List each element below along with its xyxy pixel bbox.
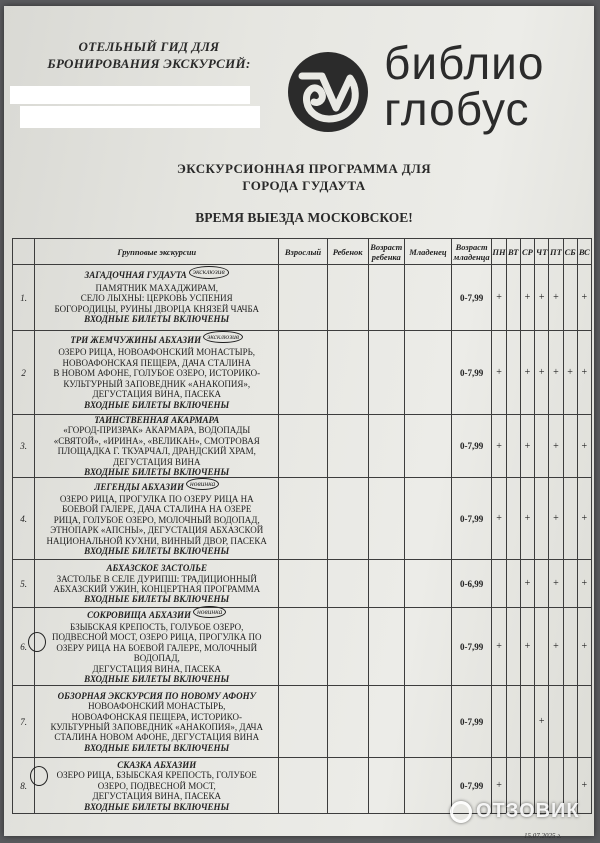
child-price-cell [327,478,368,560]
hotel-guide-heading [24,38,274,72]
logo-wordmark-line-1: библио [384,37,545,89]
table-row [13,415,592,478]
excursion-name-text: ЗАГАДОЧНАЯ ГУДАУТА [84,270,187,281]
row-number: 7. [13,686,35,758]
col-child-age: Возраст ребенка [368,239,405,265]
excursion-description-line: АБХАЗСКИЙ УЖИН, КОНЦЕРТНАЯ ПРОГРАММА [53,583,261,594]
child-age-cell [368,478,405,560]
day-sun-cell: + [577,331,591,415]
excursion-description-line: ПАМЯТНИК МАХАДЖИРАМ, [95,282,219,293]
logo-wordmark [384,37,545,135]
day-thu-cell [535,415,549,478]
day-sat-cell [563,265,577,331]
day-thu-cell: + [535,686,549,758]
day-fri-cell: + [549,478,563,560]
day-tue-cell [506,331,520,415]
excursion-name-text: ТРИ ЖЕМЧУЖИНЫ АБХАЗИИ [70,335,202,346]
excursions-table-body [13,265,592,814]
day-tue-cell [506,478,520,560]
program-title-line-2: ГОРОДА ГУДАУТА [242,178,366,193]
excursion-badge: эксклюзив [189,266,229,278]
day-thu-cell [535,478,549,560]
adult-price-cell [279,478,328,560]
col-excursion-name: Групповые экскурсии [35,239,279,265]
excursion-description-line: «СВЯТОЙ», «ИРИНА», «ВЕЛИКАН», СМОТРОВАЯ [53,435,260,446]
excursion-cell [35,415,279,478]
day-mon-cell [492,686,506,758]
day-thu-cell: + [535,331,549,415]
child-price-cell [327,265,368,331]
infant-price-cell [405,686,452,758]
day-mon-cell [492,560,506,608]
excursion-badge: эксклюзив [203,331,243,343]
excursion-description-line: ЭТНОПАРК «АПСНЫ», ДЕГУСТАЦИЯ АБХАЗСКОЙ [50,525,264,536]
infant-price-cell [405,560,452,608]
otzovik-watermark [450,800,580,823]
adult-price-cell [279,331,328,415]
day-sun-cell: + [577,758,591,814]
infant-price-cell [405,478,452,560]
table-row [13,560,592,608]
day-fri-cell: + [549,415,563,478]
redacted-block-2 [20,106,260,128]
row-number: 1. [13,265,35,331]
child-age-cell [368,331,405,415]
row-number: 3. [13,415,35,478]
hotel-guide-line-2: БРОНИРОВАНИЯ ЭКСКУРСИЙ: [47,56,251,71]
excursion-description-line: НОВОАФОНСКИЙ МОНАСТЫРЬ, [88,701,226,712]
tickets-included-note: ВХОДНЫЕ БИЛЕТЫ ВКЛЮЧЕНЫ [84,467,230,478]
col-child: Ребенок [327,239,368,265]
otzovik-watermark-text: ОТЗОВИК [476,800,580,822]
program-title-line-1: ЭКСКУРСИОННАЯ ПРОГРАММА ДЛЯ [177,161,431,176]
excursion-description-line: НОВОАФОНСКАЯ ПЕЩЕРА, ИСТОРИКО- [71,711,243,722]
infant-price-cell [405,415,452,478]
document-date: 15.07.2025 г. [524,832,562,840]
excursions-table [12,238,592,814]
infant-age-cell: 0-6,99 [451,560,492,608]
child-price-cell [327,331,368,415]
infant-age-cell: 0-7,99 [451,331,492,415]
child-age-cell [368,560,405,608]
day-sat-cell [563,608,577,686]
day-tue-cell [506,686,520,758]
tickets-included-note: ВХОДНЫЕ БИЛЕТЫ ВКЛЮЧЕНЫ [84,314,230,325]
excursion-description-line: ВОДОПАД, [133,653,180,664]
day-sat-cell: + [563,331,577,415]
excursion-cell [35,686,279,758]
excursion-name-text: СОКРОВИЩА АБХАЗИИ [87,609,192,620]
handwritten-circle-8 [30,766,48,786]
day-mon-cell: + [492,415,506,478]
day-tue-cell [506,265,520,331]
adult-price-cell [279,560,328,608]
otzovik-ring-icon [450,801,472,823]
day-wed-cell: + [520,265,534,331]
day-thu-cell: + [535,265,549,331]
day-wed-cell: + [520,331,534,415]
excursion-description-line: ОЗЕРУ РИЦА НА БОЕВОЙ ГАЛЕРЕ, МОЛОЧНЫЙ [56,642,258,653]
excursion-description-line: ОЗЕРО, ПОДВЕСНОЙ МОСТ, [97,780,216,791]
infant-price-cell [405,758,452,814]
infant-price-cell [405,608,452,686]
child-age-cell [368,415,405,478]
row-number: 8. [13,758,35,814]
excursion-cell [35,608,279,686]
day-sun-cell: + [577,560,591,608]
col-day-fri: ПТ [549,239,563,265]
paper-sheet [4,6,594,840]
day-thu-cell [535,608,549,686]
day-sun-cell: + [577,608,591,686]
day-sat-cell [563,686,577,758]
col-infant: Младенец [405,239,452,265]
excursion-cell [35,265,279,331]
infant-age-cell: 0-7,99 [451,608,492,686]
infant-age-cell: 0-7,99 [451,758,492,814]
child-age-cell [368,686,405,758]
day-wed-cell: + [520,608,534,686]
excursion-name [35,606,278,622]
excursion-description-line: СЕЛО ЛЫХНЫ: ЦЕРКОВЬ УСПЕНИЯ [80,293,233,304]
day-sun-cell: + [577,478,591,560]
col-day-sat: СБ [563,239,577,265]
excursion-description-line: ЗАСТОЛЬЕ В СЕЛЕ ДУРИПШ: ТРАДИЦИОННЫЙ [56,573,257,584]
excursion-description-line: РИЦА, ГОЛУБОЕ ОЗЕРО, МОЛОЧНЫЙ ВОДОПАД, [53,514,260,525]
excursion-description-line: ОЗЕРО РИЦА, ПРОГУЛКА ПО ОЗЕРУ РИЦА НА [59,493,254,504]
day-sun-cell [577,686,591,758]
day-mon-cell: + [492,608,506,686]
day-tue-cell [506,415,520,478]
excursion-cell [35,331,279,415]
day-mon-cell: + [492,265,506,331]
tickets-included-note: ВХОДНЫЕ БИЛЕТЫ ВКЛЮЧЕНЫ [84,673,230,684]
day-sat-cell [563,478,577,560]
child-price-cell [327,560,368,608]
excursion-name [35,267,278,282]
child-price-cell [327,415,368,478]
excursion-name [35,691,278,701]
day-thu-cell [535,560,549,608]
row-number: 5. [13,560,35,608]
excursion-description-line: В НОВОМ АФОНЕ, ГОЛУБОЕ ОЗЕРО, ИСТОРИКО- [53,368,261,379]
day-tue-cell [506,560,520,608]
excursion-description-line: ДЕГУСТАЦИЯ ВИНА [112,456,201,467]
excursion-name [35,415,278,425]
excursion-cell [35,758,279,814]
col-day-sun: ВС [577,239,591,265]
day-fri-cell: + [549,560,563,608]
excursion-name [35,478,278,494]
excursion-description-line: ПОДВЕСНОЙ МОСТ, ОЗЕРО РИЦА, ПРОГУЛКА ПО [51,632,262,643]
excursion-name [35,760,278,770]
day-mon-cell: + [492,478,506,560]
excursion-description-line: ПЛОЩАДКА Г. ТКУАРЧАЛ, ДРАНДСКИЙ ХРАМ, [57,446,256,457]
excursion-description-line: «ГОРОД-ПРИЗРАК» АКАРМАРА, ВОДОПАДЫ [63,425,251,436]
child-price-cell [327,758,368,814]
tickets-included-note: ВХОДНЫЕ БИЛЕТЫ ВКЛЮЧЕНЫ [84,801,230,812]
hotel-guide-line-1: ОТЕЛЬНЫЙ ГИД ДЛЯ [78,39,220,54]
infant-age-cell: 0-7,99 [451,478,492,560]
excursion-description-line: НОВОАФОНСКАЯ ПЕЩЕРА, ДАЧА СТАЛИНА [62,357,251,368]
excursion-name-text: ТАИНСТВЕННАЯ АКАРМАРА [94,415,220,425]
day-wed-cell: + [520,415,534,478]
handwritten-circle-6 [28,632,46,652]
child-age-cell [368,758,405,814]
excursion-description-line: ОЗЕРО РИЦА, БЗЫБСКАЯ КРЕПОСТЬ, ГОЛУБОЕ [56,770,257,781]
departure-time-note: ВРЕМЯ ВЫЕЗДА МОСКОВСКОЕ! [195,210,413,225]
day-fri-cell: + [549,608,563,686]
excursion-description-line: ДЕГУСТАЦИЯ ВИНА, ПАСЕКА [92,389,222,400]
row-number: 4. [13,478,35,560]
day-tue-cell [506,608,520,686]
day-sun-cell: + [577,415,591,478]
excursion-description-line: КУЛЬТУРНЫЙ ЗАПОВЕДНИК «АНАКОПИЯ», ДАЧА [50,721,263,732]
day-wed-cell: + [520,478,534,560]
child-age-cell [368,608,405,686]
adult-price-cell [279,758,328,814]
adult-price-cell [279,686,328,758]
excursion-description-line: ОЗЕРО РИЦА, НОВОАФОНСКИЙ МОНАСТЫРЬ, [58,347,256,358]
excursion-name-text: СКАЗКА АБХАЗИИ [117,759,197,770]
excursion-name-text: ЛЕГЕНДЫ АБХАЗИИ [94,481,184,492]
day-mon-cell: + [492,331,506,415]
child-age-cell [368,265,405,331]
col-infant-age: Возраст младенца [451,239,492,265]
table-row [13,265,592,331]
day-sat-cell [563,560,577,608]
day-wed-cell [520,686,534,758]
table-row [13,331,592,415]
excursion-name-text: ОБЗОРНАЯ ЭКСКУРСИЯ ПО НОВОМУ АФОНУ [57,690,256,701]
excursion-name [35,332,278,347]
day-fri-cell: + [549,265,563,331]
excursion-description-line: БЗЫБСКАЯ КРЕПОСТЬ, ГОЛУБОЕ ОЗЕРО, [70,621,244,632]
table-header-row [13,239,592,265]
infant-age-cell: 0-7,99 [451,415,492,478]
infant-age-cell: 0-7,99 [451,686,492,758]
infant-price-cell [405,265,452,331]
program-title [114,160,494,194]
day-wed-cell: + [520,560,534,608]
excursion-badge: новинка [193,606,226,618]
excursion-name [35,563,278,573]
tickets-included-note: ВХОДНЫЕ БИЛЕТЫ ВКЛЮЧЕНЫ [84,399,230,410]
adult-price-cell [279,265,328,331]
tickets-included-note: ВХОДНЫЕ БИЛЕТЫ ВКЛЮЧЕНЫ [84,545,230,556]
logo-wordmark-line-2: глобус [384,83,530,135]
excursion-description-line: НАЦИОНАЛЬНОЙ КУХНИ, ВИННЫЙ ДВОР, ПАСЕКА [46,535,267,546]
adult-price-cell [279,608,328,686]
row-number: 6. [13,608,35,686]
col-day-thu: ЧТ [535,239,549,265]
tickets-included-note: ВХОДНЫЕ БИЛЕТЫ ВКЛЮЧЕНЫ [84,594,230,605]
excursion-cell [35,560,279,608]
biblio-globus-logo-icon [288,52,368,132]
excursion-badge: новинка [186,478,219,490]
excursion-description-line: КУЛЬТУРНЫЙ ЗАПОВЕДНИК «АНАКОПИЯ», [63,378,251,389]
day-fri-cell [549,686,563,758]
day-sat-cell [563,415,577,478]
day-mon-cell: + [492,758,506,814]
day-sun-cell: + [577,265,591,331]
excursion-description-line: БОГОРОДИЦЫ, РУИНЫ ДВОРЦА КНЯЗЕЙ ЧАЧБА [54,303,259,314]
col-day-tue: ВТ [506,239,520,265]
adult-price-cell [279,415,328,478]
col-day-wed: СР [520,239,534,265]
infant-price-cell [405,331,452,415]
tickets-included-note: ВХОДНЫЕ БИЛЕТЫ ВКЛЮЧЕНЫ [84,742,230,753]
redacted-block-1 [10,86,250,104]
excursion-description-line: СТАЛИНА НОВОМ АФОНЕ, ДЕГУСТАЦИЯ ВИНА [54,732,260,743]
col-adult: Взрослый [279,239,328,265]
col-day-mon: ПН [492,239,506,265]
table-row [13,478,592,560]
day-fri-cell: + [549,331,563,415]
excursion-description-line: ДЕГУСТАЦИЯ ВИНА, ПАСЕКА [92,663,222,674]
excursion-description-line: ДЕГУСТАЦИЯ ВИНА, ПАСЕКА [92,791,222,802]
infant-age-cell: 0-7,99 [451,265,492,331]
child-price-cell [327,686,368,758]
excursion-name-text: АБХАЗСКОЕ ЗАСТОЛЬЕ [106,563,207,574]
table-row [13,608,592,686]
child-price-cell [327,608,368,686]
row-number: 2 [13,331,35,415]
col-num [13,239,35,265]
table-row [13,686,592,758]
excursion-cell [35,478,279,560]
excursion-description-line: БОЕВОЙ ГАЛЕРЕ, ДАЧА СТАЛИНА НА ОЗЕРЕ [62,504,252,515]
